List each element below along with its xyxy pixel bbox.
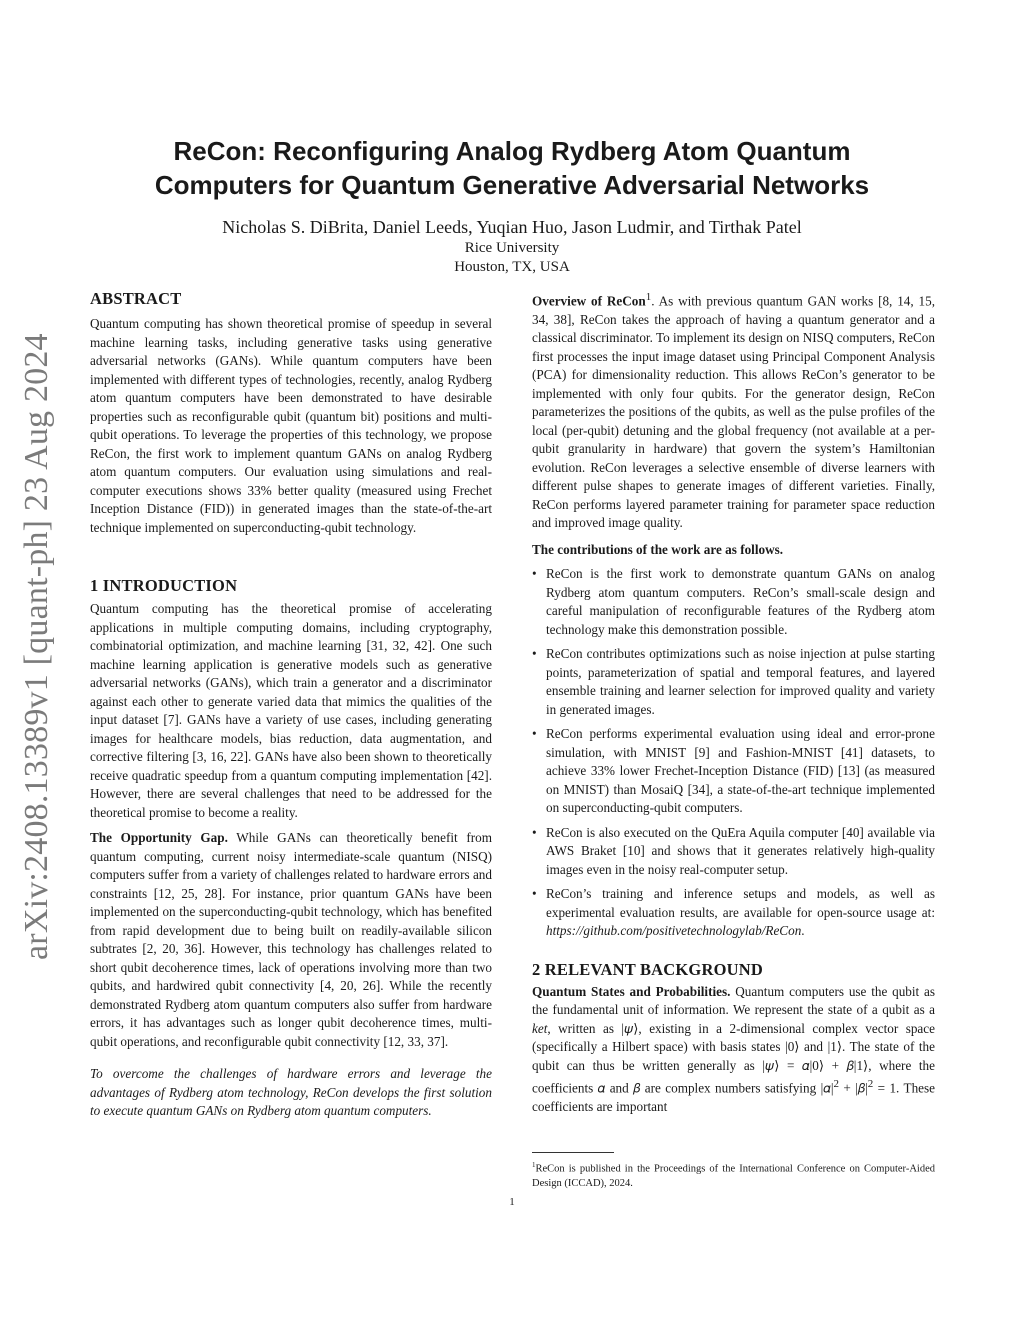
overview-footnote-mark: 1 <box>645 291 652 303</box>
ket-term: ket <box>532 1020 548 1036</box>
contribution-end: . <box>801 923 805 939</box>
introduction-heading: 1 INTRODUCTION <box>90 576 238 595</box>
abstract-text: Quantum computing has shown theoretical promise of speedup in several machine learning tasks, including generative tasks using generative adversarial networks (GANs). While quantum computers have been implemented with different types of technologies, recently, analog Rydberg atom quantum computers have been demonstrated to have desirable properties such as reconfigurable qubit (quantum bit) positions and multi-qubit operations. To leverage the properties of this technology, we propose ReCon, the first work to implement quantum GANs on analog Rydberg atom quantum computers. Our evaluation using simulations and real-computer executions shows 33% better quality (measured using Frechet Inception Distance (FID)) in generated images than the state-of-the-art technique implemented on superconducting-qubit technology. <box>90 316 492 535</box>
bullet-icon: • <box>532 566 537 582</box>
contribution-text: ReCon is the first work to demonstrate quantum GANs on analog Rydberg atom quantum computers. ReCon’s small-scale design and careful manipulation of reconfigurable features of the Rydberg atom technology make this demonstration possible. <box>546 566 935 637</box>
bullet-icon: • <box>532 824 537 840</box>
title-line-2: Computers for Quantum Generative Adversarial Networks <box>154 170 870 200</box>
page-number: 1 <box>509 1196 515 1208</box>
bullet-icon: • <box>532 726 537 742</box>
background-text-4: = 1. These coefficients are important <box>532 1080 936 1115</box>
footnote <box>532 1158 935 1191</box>
bullet-icon: • <box>532 886 537 902</box>
list-item <box>532 824 935 880</box>
abstract-heading: ABSTRACT <box>90 289 182 308</box>
background-heading: 2 RELEVANT BACKGROUND <box>532 959 763 979</box>
footnote-text: ReCon is published in the Proceedings of the International Conference on Computer-Aided Design (ICCAD), 2024. <box>532 1163 935 1189</box>
contributions-list <box>532 565 935 941</box>
background-paragraph <box>532 983 935 1117</box>
overview-lead: Overview of ReCon <box>532 293 646 309</box>
opportunity-gap-paragraph <box>90 829 492 1051</box>
introduction-italic-paragraph: To overcome the challenges of hardware errors and leverage the advantages of Rydberg atom technology, ReCon develops the first solution to execute quantum GANs on Rydberg atom quantum computers. <box>90 1066 492 1118</box>
location: Houston, TX, USA <box>454 259 570 275</box>
right-column <box>532 288 935 1117</box>
list-item <box>532 565 935 639</box>
left-column <box>90 288 492 1121</box>
repository-link[interactable]: https://github.com/positivetechnologylab/ReCon <box>546 923 802 939</box>
introduction-paragraph-1: Quantum computing has the theoretical promise of accelerating applications in multiple computing domains, including cryptography, combinatorial optimization, and machine learning [31, 32, 42]. One such machine learning application is generative models such as generative adversarial networks (GANs), which train a generator and a discriminator against each other to generate varied data that mimics the qualities of the input dataset [7]. GANs have a variety of use cases, including generating images for healthcare models, bias reduction, data augmentation, and corrective filtering [3, 16, 22]. GANs have also been shown to theoretically receive quadratic speedup from a quantum computing implementation [42]. However, there are several challenges that need to be addressed for the theoretical promise to become a reality. <box>90 601 492 820</box>
background-text-1: Quantum computers use the qubit as the fundamental unit of information. We represent the state of a qubit as a <box>532 983 936 1018</box>
overview-text: . As with previous quantum GAN works [8, 14, 15, 34, 38], ReCon takes the approach of having a quantum generator and a classical discriminator. To implement its design on NISQ computers, ReCon first processes the input image dataset using Principal Component Analysis (PCA) for dimensionality reduction. This allows ReCon’s generator to be implemented with only four qubits. For the generator design, ReCon parameterizes the positions of the qubits, as well as the pulse profiles of the local (per-qubit) detuning and the global frequency (not available at a per-qubit granularity in hardware) that govern the system’s Hamiltonian evolution. ReCon leverages a selective ensemble of diverse learners with different pulse shapes to generate images of different varieties. Finally, ReCon performs layered parameter training for parameter space reduction and improved image quality. <box>532 293 935 531</box>
opportunity-gap-lead: The Opportunity Gap. <box>90 830 228 845</box>
superscript: 2 <box>867 1078 874 1091</box>
list-item <box>532 725 935 818</box>
list-item <box>532 645 935 719</box>
background-lead: Quantum States and Probabilities. <box>532 983 731 999</box>
footnote-mark: 1 <box>532 1161 536 1169</box>
bullet-icon: • <box>532 646 537 662</box>
contribution-text: ReCon contributes optimizations such as noise injection at pulse starting points, parameterization of spatial and temporal features, and layered ensemble training and learner selection for improved quality and variety in generated images. <box>546 646 935 717</box>
footnote-divider <box>532 1152 614 1153</box>
institution: Rice University <box>464 240 560 256</box>
contributions-heading: The contributions of the work are as follows. <box>532 541 784 557</box>
list-item <box>532 885 935 941</box>
opportunity-gap-text: While GANs can theoretically benefit from quantum computing, current noisy intermediate-scale quantum (NISQ) computers suffer from a variety of challenges related to hardware errors and constraints [12, 25, 28]. For instance, prior quantum GANs have been implemented on the superconducting-qubit technology, which has benefited from rapid development due to being built on readily-available silicon subtrates [2, 20, 36]. However, this technology has challenges related to short qubit decoherence times, lack of operations involving more than two qubits, and hardwired qubit connectivity [4, 20, 26]. While the recently demonstrated Rydberg atom quantum computers also suffer from hardware errors, it has advantages such as longer qubit decoherence times, multi-qubit operations, and reconfigurable qubit connectivity [12, 33, 37]. <box>90 830 492 1049</box>
paper-title <box>90 134 934 202</box>
contribution-text: ReCon’s training and inference setups and models, as well as experimental evaluation results, are available for open-source usage at: <box>546 886 935 920</box>
background-text-3: + |𝛽| <box>838 1080 868 1096</box>
background-text-2: , written as |𝜓⟩, existing in a 2-dimensional complex vector space (specifically a Hilbert space) with basis states |0⟩ and |1⟩. The state of the qubit can thus be written generally as |𝜓⟩ = 𝛼|0⟩ + 𝛽|1⟩, where the coefficients 𝛼 and 𝛽 are complex numbers satisfying |𝛼| <box>532 1020 935 1096</box>
author-list: Nicholas S. DiBrita, Daniel Leeds, Yuqian Huo, Jason Ludmir, and Tirthak Patel <box>222 217 802 237</box>
title-line-1: ReCon: Reconfiguring Analog Rydberg Atom Quantum <box>173 136 851 166</box>
contribution-text: ReCon is also executed on the QuEra Aquila computer [40] available via AWS Braket [10] and shows that it generates relatively high-quality images even in the noisy real-computer setup. <box>546 824 935 877</box>
arxiv-identifier: arXiv:2408.13389v1 [quant-ph] 23 Aug 2024 <box>18 333 55 960</box>
contribution-text: ReCon performs experimental evaluation using ideal and error-prone simulation, with MNIST [9] and Fashion-MNIST [41] datasets, to achieve 33% lower Frechet-Inception Distance (FID) [13] (as measured on MNIST) than MosaiQ [34], a state-of-the-art technique implemented on superconducting-qubit computers. <box>546 726 935 816</box>
superscript: 2 <box>833 1078 839 1091</box>
overview-paragraph <box>532 288 935 533</box>
affiliation <box>90 239 934 277</box>
